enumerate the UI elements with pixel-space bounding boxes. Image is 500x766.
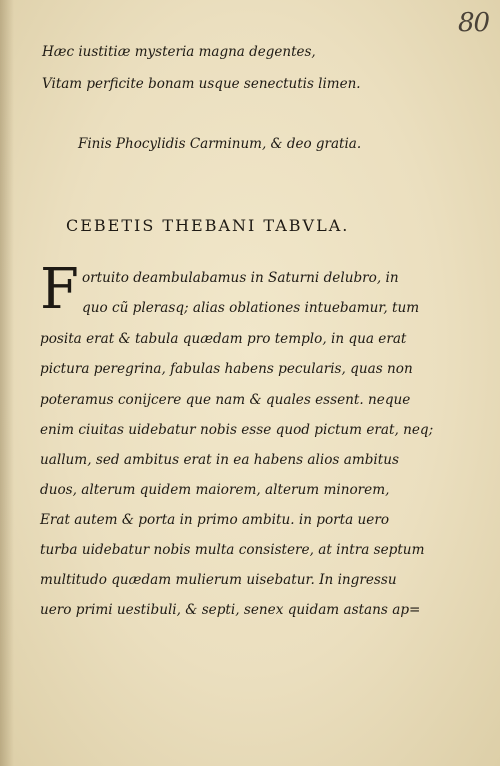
text-line-4: pictura peregrina, fabulas habens pecularis, quas non <box>40 361 413 377</box>
page-edge-shadow <box>0 0 14 766</box>
text-line-9: Erat autem & porta in primo ambitu. in porta uero <box>40 512 390 528</box>
text-line-5: poteramus conijcere que nam & quales essent. neque <box>40 392 411 408</box>
text-line-3: posita erat & tabula quædam pro templo, in qua erat <box>40 331 407 347</box>
folio-number: 80 <box>458 8 490 38</box>
text-line-1: ortuito deambulabamus in Saturni delubro, in <box>82 270 399 286</box>
text-line-6: enim ciuitas uidebatur nobis esse quod pictum erat, neq; <box>40 422 434 438</box>
text-line-7: uallum, sed ambitus erat in ea habens alios ambitus <box>40 452 399 468</box>
verse-line-1: Hæc iustitiæ mysteria magna degentes, <box>42 44 316 60</box>
text-line-11: multitudo quædam mulierum uisebatur. In ingressu <box>40 572 397 588</box>
verse-line-2: Vitam perficite bonam usque senectutis limen. <box>42 76 361 92</box>
text-line-10: turba uidebatur nobis multa consistere, at intra septum <box>40 542 425 558</box>
section-title: CEBETIS THEBANI TABVLA. <box>66 216 350 235</box>
drop-capital: F <box>40 257 79 322</box>
text-line-12: uero primi uestibuli, & septi, senex quidam astans ap= <box>40 602 421 618</box>
text-line-8: duos, alterum quidem maiorem, alterum minorem, <box>40 482 390 498</box>
finis-line: Finis Phocylidis Carminum, & deo gratia. <box>78 136 362 152</box>
text-line-2: quo cũ plerasq; alias oblationes intuebamur, tum <box>82 300 420 316</box>
